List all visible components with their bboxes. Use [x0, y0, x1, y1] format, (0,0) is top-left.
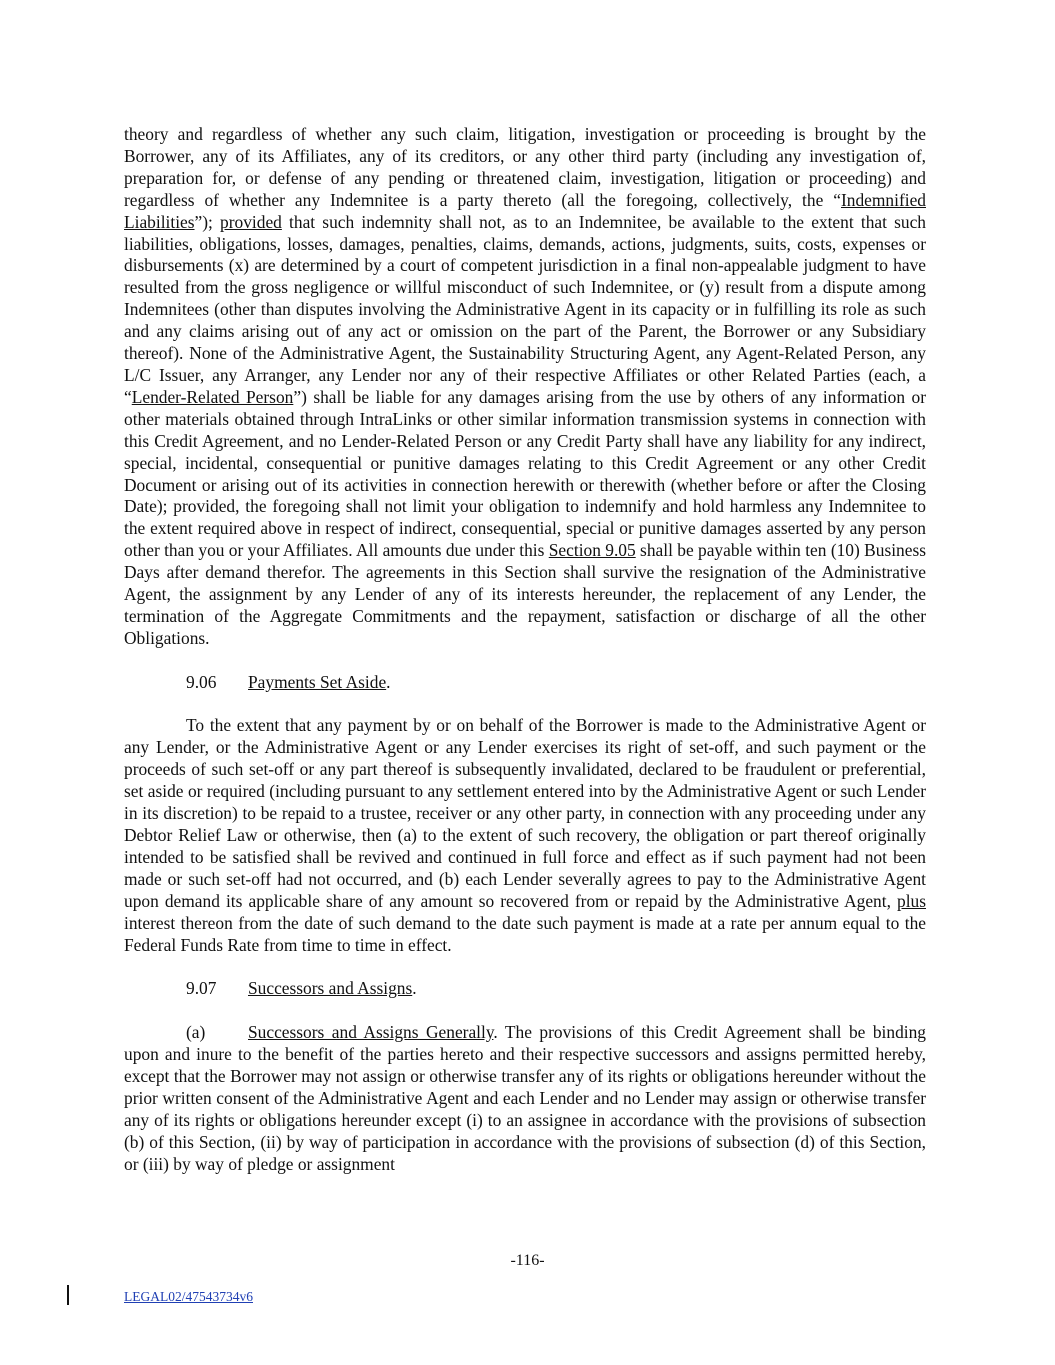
revision-change-bar	[67, 1285, 69, 1305]
text-run: theory and regardless of whether any such claim, litigation, investigation or proceeding is brought by the Borrower, any of its Affiliates, any of its creditors, or any other third party (including any investigation of, preparation for, or defense of any pending or threatened claim, investigation, litigation or proceeding) and regardless of whether any Indemnitee is a party thereto (all the foregoing, collectively, the “	[124, 124, 926, 210]
text-run: To the extent that any payment by or on behalf of the Borrower is made to the Administrative Agent or any Lender, or the Administrative Agent or any Lender exercises its right of set-off, and such payment or the proceeds of such set-off or any part thereof is subsequently invalidated, declared to be fraudulent or preferential, set aside or required (including pursuant to any settlement entered into by the Administrative Agent or such Lender in its discretion) to be repaid to a trustee, receiver or any other party, in connection with any proceeding under any Debtor Relief Law or otherwise, then (a) to the extent of such recovery, the obligation or part thereof originally intended to be satisfied shall be revived and continued in full force and effect as if such payment had not been made or such set-off had not occurred, and (b) each Lender severally agrees to pay to the Administrative Agent upon demand its applicable share of any amount so recovered from or repaid by the Administrative Agent,	[124, 715, 926, 911]
section-title: Payments Set Aside	[248, 671, 387, 692]
spacer	[124, 694, 926, 716]
text-run: that such indemnity shall not, as to an Indemnitee, be available to the extent that such liabilities, obligations, losses, damages, penalties, claims, demands, actions, judgments, suits, costs, expenses or disbursements (x) are determined by a court of competent jurisdiction in a final non-appealable judgment to have resulted from the gross negligence or willful misconduct of such Indemnitee, or (y) result from a dispute among Indemnitees (other than disputes involving the Administrative Agent in its capacity or in fulfilling its role as such and any claims arising out of any act or omission on the part of the Parent, the Borrower or any Subsidiary thereof). None of the Administrative Agent, the Sustainability Structuring Agent, any Agent-Related Person, any L/C Issuer, any Arranger, any Lender nor any of their respective Affiliates or other Related Parties (each, a “	[124, 211, 926, 407]
spacer	[124, 956, 926, 978]
document-body	[124, 124, 926, 1175]
text-run: shall be payable within ten (10) Business Days after demand therefor. The agreements in this Section shall survive the resignation of the Administrative Agent, the assignment by any Lender of any of its interests hereunder, the replacement of any Lender, the termination of the Aggregate Commitments and the repayment, satisfaction or discharge of all the other Obligations.	[124, 540, 926, 648]
provided-term: provided	[220, 211, 282, 232]
text-run: . The provisions of this Credit Agreement shall be binding upon and inure to the benefit of the parties hereto and their respective successors and assigns permitted hereby, except that the Borrower may not assign or otherwise transfer any of its rights or obligations hereunder without the prior written consent of the Administrative Agent and each Lender and no Lender may assign or otherwise transfer any of its rights or obligations hereunder except (i) to an assignee in accordance with the provisions of subsection (b) of this Section, (ii) by way of participation in accordance with the provisions of subsection (d) of this Section, or (iii) by way of pledge or assignment	[124, 1022, 926, 1174]
successors-assigns-paragraph	[124, 1022, 926, 1175]
section-heading-9-07	[124, 978, 926, 1000]
page-number: -116-	[510, 1252, 545, 1269]
payments-set-aside-paragraph	[124, 715, 926, 956]
section-number: 9.07	[186, 978, 217, 999]
text-run: ”) shall be liable for any damages arising from the use by others of any information or other materials obtained through IntraLinks or other similar information transmission systems in connection with this Credit Agreement, and no Lender-Related Person or any Credit Party shall have any liability for any indirect, special, incidental, consequential or punitive damages relating to this Credit Agreement or any other Credit Document or arising out of its activities in connection herewith or therewith (whether before or after the Closing Date); provided, the foregoing shall not limit your obligation to indemnify and hold harmless any Indemnitee to the extent required above in respect of indirect, consequential, special or punitive damages asserted by any person other than you or your Affiliates. All amounts due under this	[124, 386, 926, 561]
document-id-link[interactable]: LEGAL02/47543734v6	[124, 1289, 253, 1304]
spacer	[124, 650, 926, 672]
section-title-period: .	[386, 671, 391, 692]
text-run: ”);	[194, 211, 221, 232]
spacer	[124, 1000, 926, 1022]
section-title: Successors and Assigns	[248, 978, 413, 999]
subsection-label: (a)	[186, 1022, 206, 1043]
section-title-period: .	[412, 978, 417, 999]
section-number: 9.06	[186, 671, 217, 692]
section-reference: Section 9.05	[548, 540, 636, 561]
indemnification-paragraph	[124, 124, 926, 650]
section-heading-9-06	[124, 672, 926, 694]
plus-term: plus	[897, 890, 926, 911]
subsection-title: Successors and Assigns Generally	[248, 1022, 494, 1043]
defined-term-indemnified-liabilities: Indemnified Liabilities	[124, 189, 926, 232]
text-run: interest thereon from the date of such demand to the date such payment is made at a rate per annum equal to the Federal Funds Rate from time to time in effect.	[124, 912, 926, 955]
defined-term-lender-related-person: Lender-Related Person	[131, 386, 294, 407]
